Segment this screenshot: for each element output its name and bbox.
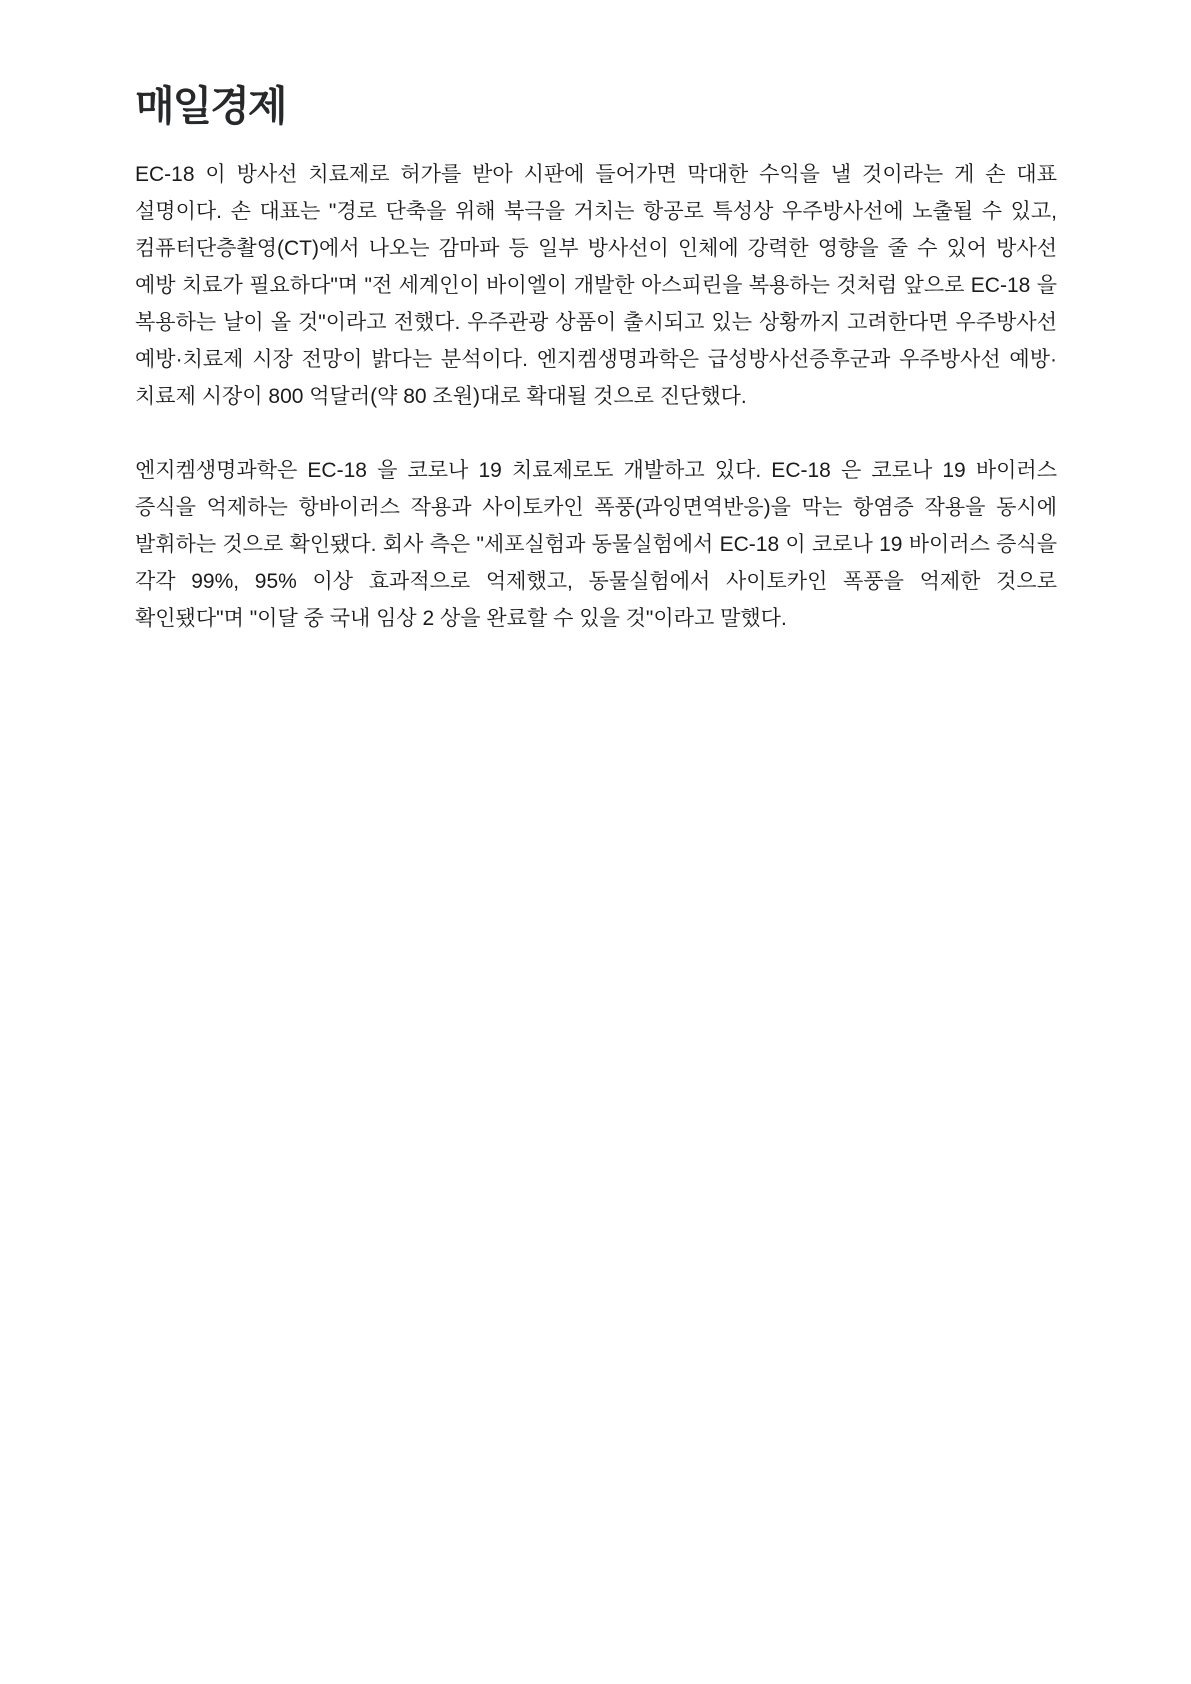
article-body [135,156,1057,674]
maeil-business-logo: 매일경제 [135,83,286,129]
masthead [135,83,286,129]
article-paragraph-2: 엔지켐생명과학은 EC-18 을 코로나 19 치료제로도 개발하고 있다. EC-18 은 코로나 19 바이러스 증식을 억제하는 항바이러스 작용과 사이토카인 폭풍(과잉면역반응)을 막는 항염증 작용을 동시에 발휘하는 것으로 확인됐다. 회사 측은 "세포실험과 동물실험에서 EC-18 이 코로나 19 바이러스 증식을 각각 99%, 95% 이상 효과적으로 억제했고, 동물실험에서 사이토카인 폭풍을 억제한 것으로 확인됐다"며 "이달 중 국내 임상 2 상을 완료할 수 있을 것"이라고 말했다. [135,459,1057,630]
article-paragraph-1: EC-18 이 방사선 치료제로 허가를 받아 시판에 들어가면 막대한 수익을 낼 것이라는 게 손 대표 설명이다. 손 대표는 "경로 단축을 위해 북극을 거치는 항공로 특성상 우주방사선에 노출될 수 있고, 컴퓨터단층촬영(CT)에서 나오는 감마파 등 일부 방사선이 인체에 강력한 영향을 줄 수 있어 방사선 예방 치료가 필요하다"며 "전 세계인이 바이엘이 개발한 아스피린을 복용하는 것처럼 앞으로 EC-18 을 복용하는 날이 올 것"이라고 전했다. 우주관광 상품이 출시되고 있는 상황까지 고려한다면 우주방사선 예방·치료제 시장 전망이 밝다는 분석이다. 엔지켐생명과학은 급성방사선증후군과 우주방사선 예방·치료제 시장이 800 억달러(약 80 조원)대로 확대될 것으로 진단했다. [135,163,1057,408]
